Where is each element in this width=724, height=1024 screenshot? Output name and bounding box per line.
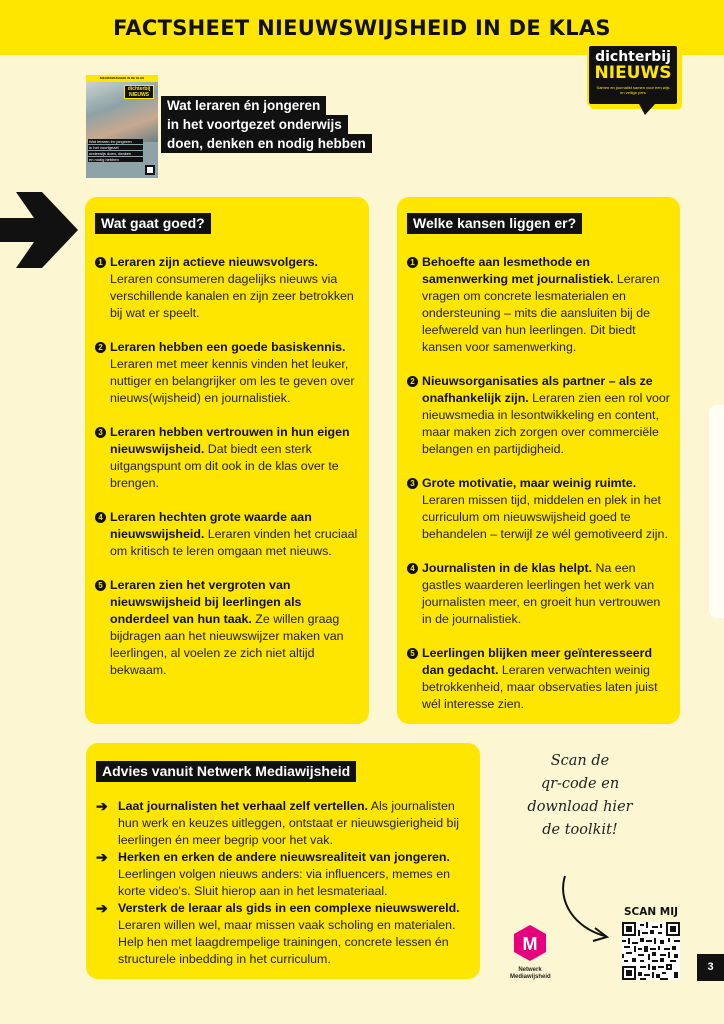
number-badge: 4	[95, 512, 106, 523]
list-item: 1 Behoefte aan lesmethode en samenwerking met journalistiek. Leraren vragen om concrete lesmaterialen en ondersteuning – mits die aansluiten bij de leefwereld van hun leerlingen. Dit biedt kansen voor samenwerking.	[407, 254, 672, 356]
list-item: 5 Leerlingen blijken meer geïnteresseerd dan gedacht. Leraren verwachten weinig betrokkenheid, maar observaties laten juist wél interesse zien.	[407, 645, 672, 713]
scan-instruction: Scan de qr-code en download hier de toolkit!	[527, 753, 633, 838]
number-badge: 4	[407, 563, 418, 574]
number-badge: 2	[407, 376, 418, 387]
list-item: ➔ Versterk de leraar als gids in een complexe nieuwswereld. Leraren willen wel, maar missen vaak scholing en materialen. Help hen met laagdrempelige trainingen, concrete lessen én structurele inbedding in het curriculum.	[96, 900, 460, 966]
cover-qr-icon	[145, 165, 155, 175]
qr-code-icon[interactable]	[622, 922, 680, 980]
page-edge-tab	[709, 405, 724, 618]
list-item: 5 Leraren zien het vergroten van nieuwswijsheid bij leerlingen als onderdeel van hun taak. Ze willen graag bijdragen aan het nieuwswijzer maken van leerlingen, al voelen ze zich niet altijd bekwaam.	[95, 577, 361, 679]
arrow-right-icon	[0, 192, 78, 268]
list-item: 2 Nieuwsorganisaties als partner – als ze onafhankelijk zijn. Leraren zien een rol voor nieuwsmedia in lesontwikkeling en content, maar maken zich zorgen over commerciële belangen en partijdigheid.	[407, 373, 672, 458]
page-number: 3	[697, 954, 724, 981]
list-item: 4 Leraren hechten grote waarde aan nieuwswijsheid. Leraren vinden het cruciaal om kritisch te leren omgaan met nieuws.	[95, 509, 361, 560]
number-badge: 5	[95, 580, 106, 591]
card-opportunities	[397, 197, 680, 724]
cover-title: Wat leraren én jongeren in het voortgezet onderwijs doen, denken en nodig hebben	[88, 139, 143, 163]
cover-top-text: NIEUWSWIJSHEID IN DE KLAS	[99, 76, 145, 80]
number-badge: 3	[407, 478, 418, 489]
number-badge: 1	[95, 257, 106, 268]
card-what-goes-well	[85, 197, 369, 724]
number-badge: 1	[407, 257, 418, 268]
list-item: 3 Leraren hebben vertrouwen in hun eigen nieuwswijsheid. Dat biedt een sterk uitgangspunt om dit ook in de klas over te brengen.	[95, 424, 361, 492]
list-item: 1 Leraren zijn actieve nieuwsvolgers. Leraren consumeren dagelijks nieuws via verschillende kanalen en zijn zeer betrokken bij wat er speelt.	[95, 254, 361, 322]
mediawijsheid-icon	[512, 924, 548, 962]
card-advice	[86, 743, 480, 979]
netwerk-mediawijsheid-logo[interactable]: M Netwerk Mediawijsheid	[510, 924, 550, 982]
logo-letter: M	[522, 934, 538, 954]
card-title: Welke kansen liggen er?	[407, 213, 582, 234]
arrow-right-icon: ➔	[96, 849, 108, 865]
list	[96, 798, 472, 968]
card-title: Advies vanuit Netwerk Mediawijsheid	[96, 761, 356, 782]
scan-mij-label: SCAN MIJ	[623, 906, 679, 918]
list-item: 2 Leraren hebben een goede basiskennis. Leraren met meer kennis vinden het leuker, nuttiger en belangrijker om les te geven over nieuws(wijsheid) en journalistiek.	[95, 339, 361, 407]
page-title: FACTSHEET NIEUWSWIJSHEID IN DE KLAS	[113, 15, 611, 40]
arrow-right-icon: ➔	[96, 798, 108, 814]
list-item: ➔ Herken en erken de andere nieuwsrealiteit van jongeren. Leerlingen volgen nieuws anders: via influencers, memes en korte video's. Sluit hierop aan in het lesmateriaal.	[96, 849, 450, 898]
report-subtitle: Wat leraren én jongeren in het voortgezet onderwijs doen, denken en nodig hebben	[161, 96, 372, 153]
dichterbij-nieuws-logo: dichterbij NIEUWS Samen en journalist samen voor een wijs en veilige pers	[587, 44, 679, 106]
list	[95, 254, 361, 696]
list-item: 4 Journalisten in de klas helpt. Na een gastles waarderen leerlingen het werk van journalisten meer, en groeit hun vertrouwen in de journalistiek.	[407, 560, 672, 628]
number-badge: 3	[95, 427, 106, 438]
list-item: 3 Grote motivatie, maar weinig ruimte. Leraren missen tijd, middelen en plek in het curriculum om nieuwswijsheid goed te behandelen – terwijl ze wél gemotiveerd zijn.	[407, 475, 672, 543]
list-item: ➔ Laat journalisten het verhaal zelf vertellen. Als journalisten hun werk en keuzes uitleggen, ontstaat er nieuwsgierigheid bij leerlingen én meer begrip voor het vak.	[96, 798, 459, 847]
curved-arrow-icon	[555, 872, 615, 944]
report-cover-thumbnail[interactable]	[86, 75, 158, 178]
card-title: Wat gaat goed?	[95, 213, 211, 234]
cover-logo: dichterbij NIEUWS	[124, 85, 154, 99]
arrow-right-icon: ➔	[96, 900, 108, 916]
number-badge: 2	[95, 342, 106, 353]
list	[407, 254, 672, 730]
number-badge: 5	[407, 648, 418, 659]
